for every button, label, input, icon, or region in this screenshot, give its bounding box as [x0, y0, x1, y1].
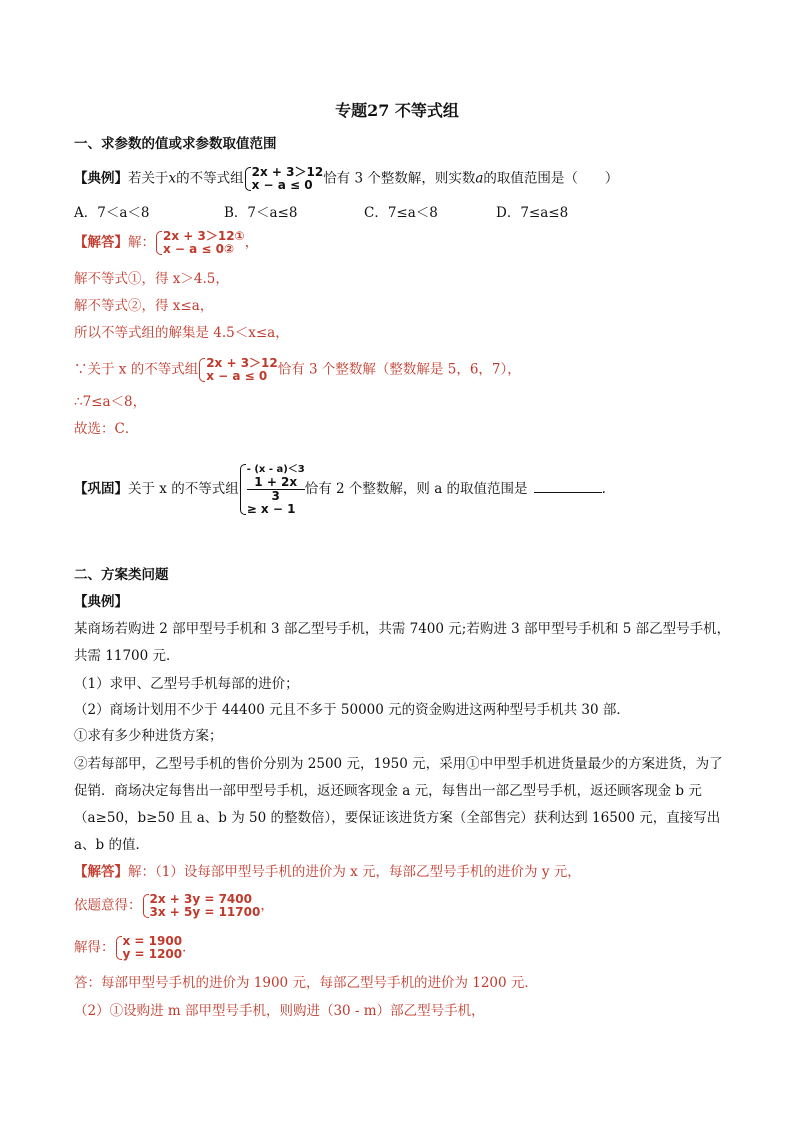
inequality-system — [244, 166, 324, 192]
sol-end: ． — [182, 939, 196, 956]
problem-line-1: 某商场若购进 2 部甲型号手机和 3 部乙型号手机，共需 7400 元;若购进 3 部甲型号手机和 5 部乙型号手机， — [74, 621, 731, 637]
sys-line-2: x − a ≤ 0 — [206, 369, 268, 383]
sys-line-1: 2x + 3＞12① — [163, 229, 245, 243]
problem-line-5: ①求有多少种进货方案； — [74, 728, 223, 744]
sys-line-1: x = 1900 — [122, 934, 183, 948]
problem-line-2: 共需 11700 元． — [74, 648, 180, 664]
answer-sys-end: ， — [244, 234, 259, 251]
because-pre: ∵关于 x 的不等式组 — [74, 361, 199, 378]
answer-final: 答：每部甲型号手机的进价为 1900 元，每部乙型号手机的进价为 1200 元． — [74, 975, 538, 991]
sys-line-1: 2x + 3y = 7400 — [149, 892, 252, 906]
consolidate-question — [74, 463, 606, 516]
solution-system — [115, 935, 183, 961]
eq-end: ， — [260, 897, 274, 914]
section1-heading: 一、求参数的值或求参数取值范围 — [74, 136, 277, 152]
consolidate-tag: 【巩固】 — [74, 481, 128, 497]
consolidate-post: 恰有 2 个整数解，则 a 的取值范围是 — [304, 481, 528, 497]
answer-jie: 解： — [128, 234, 155, 251]
sys-line-1: 2x + 3＞12 — [206, 356, 278, 370]
page-title: 专题27 不等式组 — [335, 101, 459, 120]
answer2-start — [74, 863, 581, 881]
sys-rhs: ≥ x − 1 — [246, 502, 296, 516]
sys-line-1: - (x - a)＜3 — [246, 464, 305, 475]
fraction-denominator: 3 — [271, 489, 280, 503]
example-text: 若关于 — [128, 170, 169, 187]
because-system — [198, 357, 278, 383]
problem-line-7: 促销．商场决定每售出一部甲型号手机，返还顾客现金 a 元，每售出一部乙型号手机，返还顾客现金 b 元 — [74, 783, 702, 799]
option-b: B．7＜a≤8 — [224, 205, 298, 221]
option-a: A．7＜a＜8 — [74, 205, 150, 221]
sol-pre: 解得： — [74, 939, 115, 956]
eq-pre: 依题意得： — [74, 897, 142, 914]
problem-line-9: a、b 的值． — [74, 837, 149, 853]
step-1: 解不等式①，得 x＞4.5， — [74, 271, 229, 287]
example1-question — [74, 166, 618, 192]
step-2: 解不等式②，得 x≤a， — [74, 298, 214, 314]
answer-line: 解：（1）设每部甲型号手机的进价为 x 元，每部乙型号手机的进价为 y 元， — [128, 864, 581, 880]
equation-line — [74, 893, 274, 919]
sys-line-1: 2x + 3＞12 — [251, 165, 324, 179]
var-a: a — [475, 170, 484, 187]
problem-line-4: （2）商场计划用不少于 44400 元且不多于 50000 元的资金购进这两种型号手机共 30 部． — [74, 702, 630, 718]
fraction-numerator: 1 + 2x — [247, 476, 305, 490]
part2-start: （2）①设购进 m 部甲型号手机，则购进（30 - m）部乙型号手机， — [74, 1003, 485, 1019]
answer1-start — [74, 230, 258, 256]
section2-heading: 二、方案类问题 — [74, 567, 169, 583]
example2-tag: 【典例】 — [74, 594, 128, 610]
consolidate-end: . — [601, 481, 606, 497]
example-tag: 【典例】 — [74, 170, 128, 187]
example-text-post: 恰有 3 个整数解，则实数 — [323, 170, 476, 187]
sys-line-2: x − a ≤ 0② — [163, 242, 235, 256]
answer-system — [155, 230, 245, 256]
equation-system — [142, 893, 261, 919]
therefore-line: ∴7≤a＜8， — [74, 394, 147, 410]
sys-line-2: x − a ≤ 0 — [251, 178, 313, 192]
consolidate-system — [239, 463, 305, 516]
choose-line: 故选：C． — [74, 421, 139, 437]
var-x: x — [168, 170, 177, 187]
fraction — [247, 476, 305, 503]
solution-line — [74, 935, 196, 961]
example-text-end: 的取值范围是（ ） — [483, 170, 619, 187]
answer-blank — [534, 480, 602, 493]
answer-tag: 【解答】 — [74, 234, 128, 251]
example-text-mid: 的不等式组 — [176, 170, 244, 187]
because-post: 恰有 3 个整数解（整数解是 5，6，7）， — [277, 361, 521, 378]
sys-line-2: y = 1200 — [122, 947, 183, 961]
sys-line-2 — [247, 476, 305, 516]
consolidate-pre: 关于 x 的不等式组 — [128, 481, 239, 497]
step-3: 所以不等式组的解集是 4.5＜x≤a， — [74, 325, 289, 341]
problem-line-8: （a≥50，b≥50 且 a、b 为 50 的整数倍），要保证该进货方案（全部售完）获利达到 16500 元，直接写出 — [74, 810, 721, 826]
option-c: C．7≤a＜8 — [364, 205, 438, 221]
option-d: D．7≤a≤8 — [496, 205, 569, 221]
problem-line-3: （1）求甲、乙型号手机每部的进价； — [74, 676, 299, 692]
problem-line-6: ②若每部甲，乙型号手机的售价分别为 2500 元，1950 元，采用①中甲型手机进货量最少的方案进货，为了 — [74, 756, 723, 772]
because-line — [74, 357, 521, 383]
answer-tag: 【解答】 — [74, 864, 128, 880]
sys-line-2: 3x + 5y = 11700 — [149, 905, 261, 919]
